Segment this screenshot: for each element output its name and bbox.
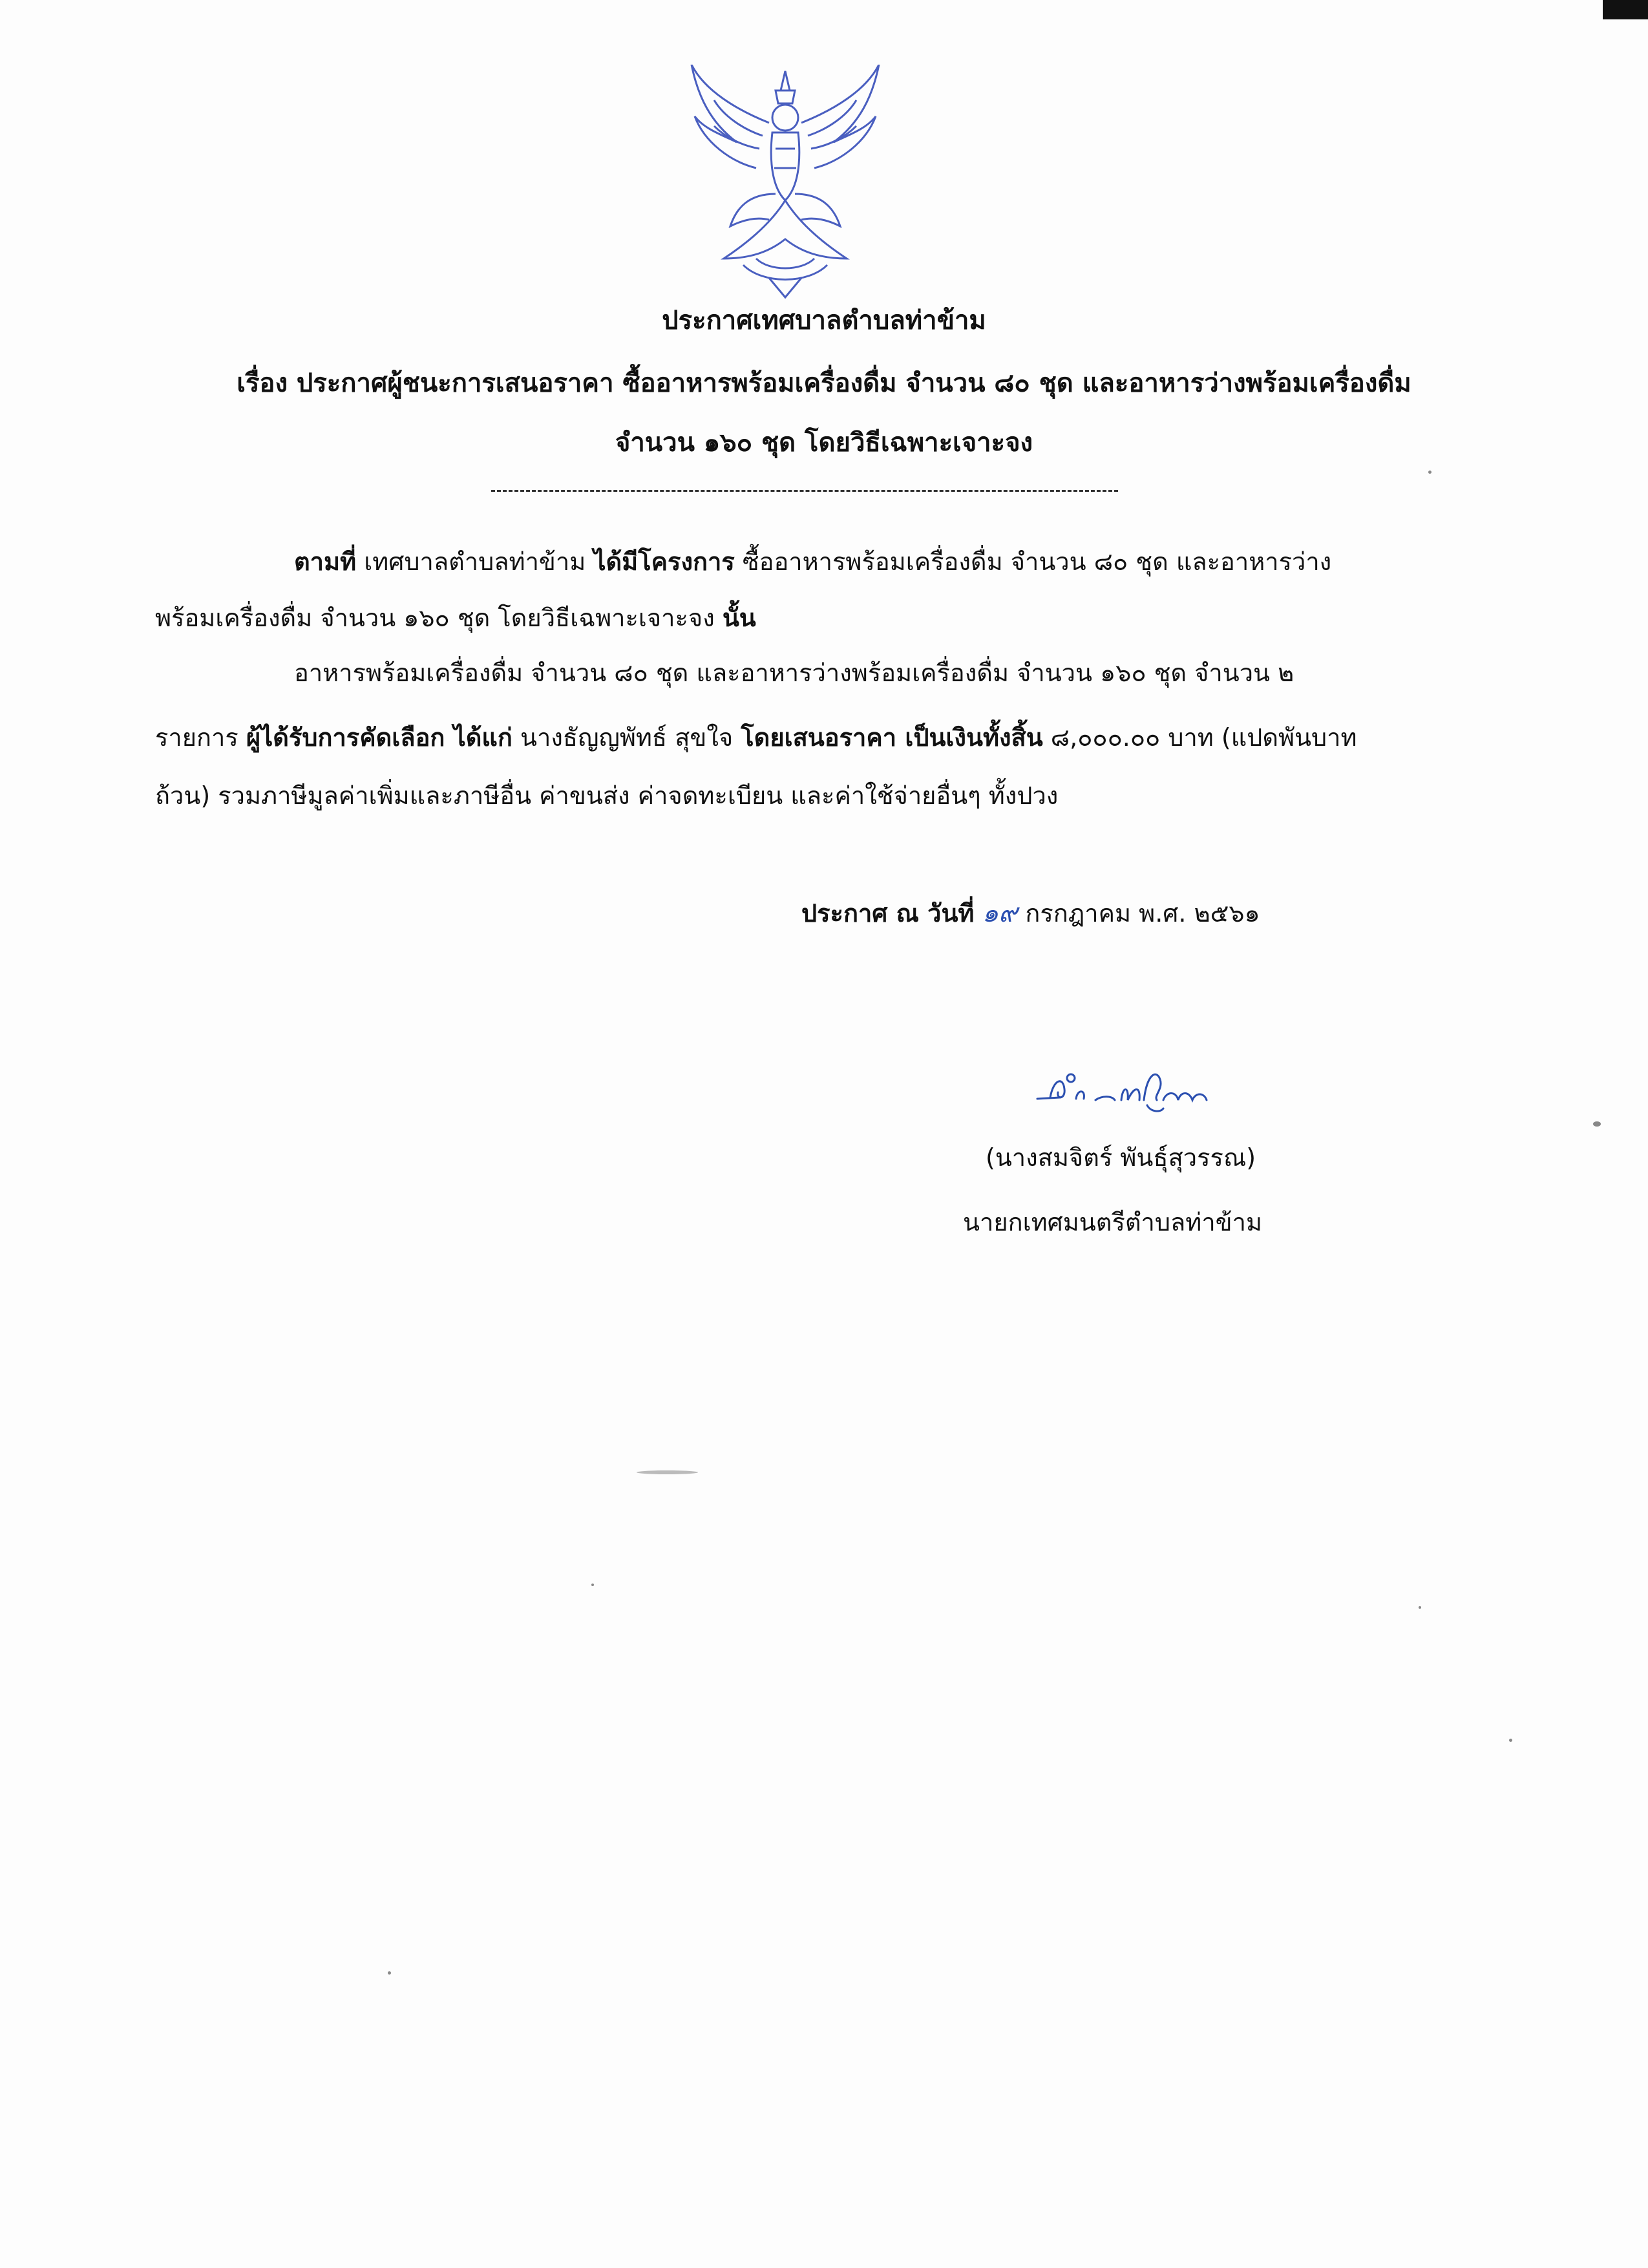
text: อาหารพร้อมเครื่องดื่ม จำนวน ๘๐ ชุด และอาหารว่างพร้อมเครื่องดื่ม จำนวน ๑๖๐ ชุด จำนวน ๒ xyxy=(294,659,1294,687)
paragraph-1-line-1 xyxy=(294,542,1331,581)
scan-speck xyxy=(1428,471,1431,474)
scan-speck xyxy=(637,1470,698,1474)
paragraph-1-line-2 xyxy=(155,598,756,637)
text: นางธัญญพัทธ์ สุขใจ xyxy=(512,723,741,752)
text: ถ้วน) รวมภาษีมูลค่าเพิ่มและภาษีอื่น ค่าขนส่ง ค่าจดทะเบียน และค่าใช้จ่ายอื่นๆ ทั้งปวง xyxy=(155,781,1059,810)
signatory-position: นายกเทศมนตรีตำบลท่าข้าม xyxy=(963,1208,1263,1236)
garuda-emblem-icon xyxy=(679,65,892,304)
text-bold: โดยเสนอราคา เป็นเงินทั้งสิ้น xyxy=(741,723,1043,752)
text-bold: ผู้ได้รับการคัดเลือก ได้แก่ xyxy=(246,723,512,752)
paragraph-2-line-3 xyxy=(155,776,1058,815)
text: ซื้ออาหารพร้อมเครื่องดื่ม จำนวน ๘๐ ชุด และอาหารว่าง xyxy=(734,547,1332,576)
text: เทศบาลตำบลท่าข้าม xyxy=(356,547,594,576)
paragraph-2-line-1 xyxy=(294,653,1294,692)
date-day-handwritten: ๑๙ xyxy=(982,898,1018,928)
text-bold: ตามที่ xyxy=(294,547,357,576)
scan-speck xyxy=(591,1584,594,1586)
scan-corner-mark xyxy=(1603,0,1648,19)
date-prefix: ประกาศ ณ วันที่ xyxy=(801,899,975,927)
announcement-date xyxy=(801,892,1260,933)
date-month-year: กรกฎาคม พ.ศ. ๒๕๖๑ xyxy=(1025,899,1260,927)
text: รายการ xyxy=(155,723,246,752)
text: ๘,๐๐๐.๐๐ บาท (แปดพันบาท xyxy=(1042,723,1357,752)
text-bold: ได้มีโครงการ xyxy=(593,547,735,576)
paragraph-2-line-2 xyxy=(155,717,1357,757)
document-title: ประกาศเทศบาลตำบลท่าข้าม xyxy=(662,306,986,335)
text-bold: นั้น xyxy=(722,604,756,632)
subject-line-2: จำนวน ๑๖๐ ชุด โดยวิธีเฉพาะเจาะจง xyxy=(615,428,1033,458)
subject-line-1: เรื่อง ประกาศผู้ชนะการเสนอราคา ซื้ออาหารพร้อมเครื่องดื่ม จำนวน ๘๐ ชุด และอาหารว่างพร้อมเครื่องดื่ม xyxy=(237,368,1411,398)
text: พร้อมเครื่องดื่ม จำนวน ๑๖๐ ชุด โดยวิธีเฉพาะเจาะจง xyxy=(155,604,723,632)
separator-line xyxy=(491,490,1118,492)
handwritten-signature-icon xyxy=(1031,1060,1238,1118)
scan-speck xyxy=(1419,1606,1421,1609)
scan-speck xyxy=(388,1971,391,1975)
scan-speck xyxy=(1509,1739,1512,1742)
scan-speck xyxy=(1593,1121,1601,1127)
signatory-name: (นางสมจิตร์ พันธุ์สุวรรณ) xyxy=(986,1143,1256,1172)
